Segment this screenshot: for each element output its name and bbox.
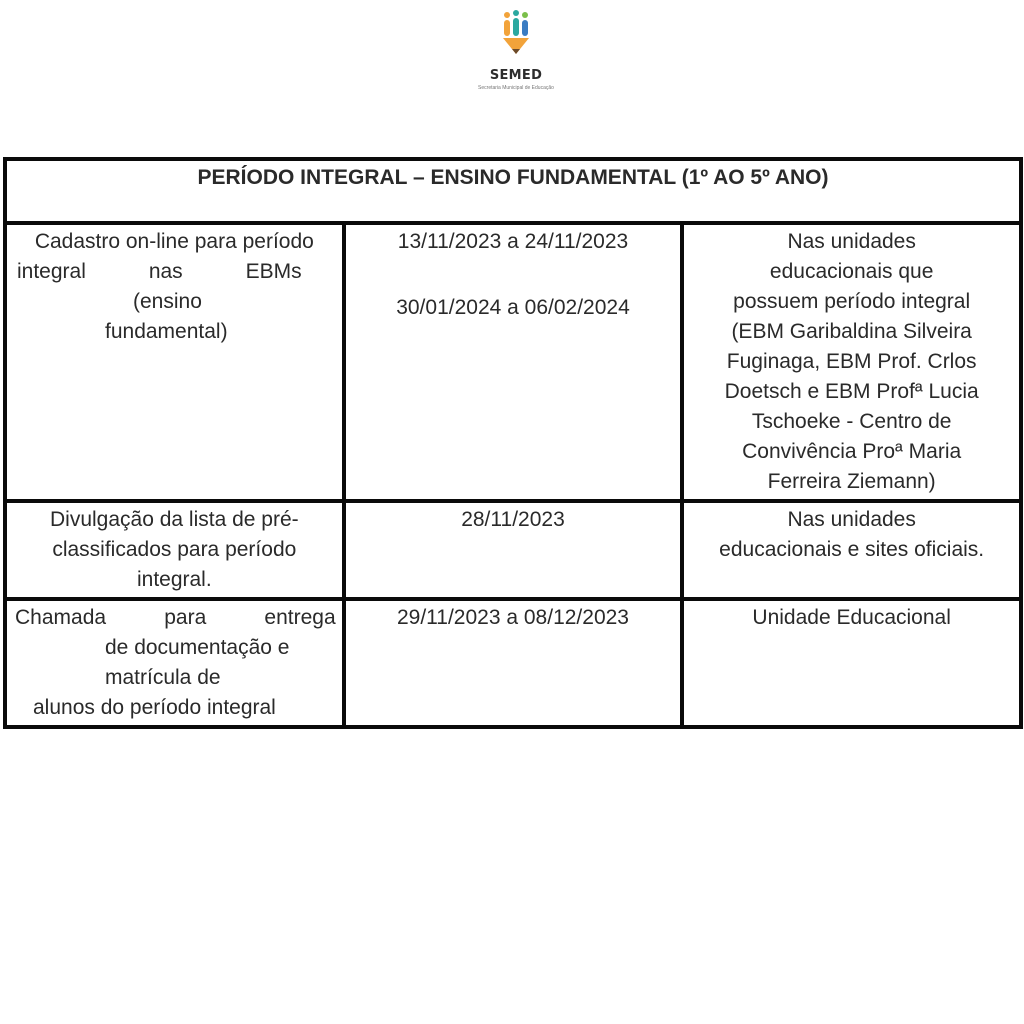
semed-pencil-people-icon <box>500 10 532 58</box>
location-line: Fuginaga, EBM Prof. Crlos <box>726 350 977 373</box>
dates-cell <box>344 599 683 727</box>
location-line: Nas unidades <box>787 508 916 531</box>
table-header-row <box>5 159 1021 223</box>
activity-line: Cadastro on-line para período <box>34 230 314 253</box>
activity-line: matrícula de <box>105 666 221 689</box>
activity-line: Divulgação da lista de pré- <box>50 508 299 531</box>
table-row <box>5 599 1021 727</box>
activity-cell <box>5 223 344 501</box>
location-cell <box>682 223 1021 501</box>
schedule-document <box>3 157 1023 719</box>
activity-line: integral. <box>136 568 212 591</box>
dates-cell <box>344 501 683 599</box>
activity-line: alunos do período integral <box>33 696 276 719</box>
activity-line: classificados para período <box>52 538 297 561</box>
dates-cell <box>344 223 683 501</box>
location-line: Nas unidades <box>787 230 916 253</box>
table-row <box>5 223 1021 501</box>
date-range: 13/11/2023 a 24/11/2023 <box>397 230 629 253</box>
location-cell <box>682 599 1021 727</box>
location-line: educacionais e sites oficiais. <box>719 538 985 561</box>
location-line: (EBM Garibaldina Silveira <box>731 320 972 343</box>
table-title: PERÍODO INTEGRAL – ENSINO FUNDAMENTAL (1º AO 5º ANO) <box>5 159 1021 223</box>
logo-brand-text: SEMED <box>489 68 543 83</box>
logo-subtitle: Secretaria Municipal de Educação <box>478 85 554 91</box>
location-line: Tschoeke - Centro de <box>751 410 952 433</box>
location-line: educacionais que <box>769 260 934 283</box>
activity-line: (ensino <box>133 290 202 313</box>
location-line: Convivência Proª Maria <box>742 440 962 463</box>
semed-logo <box>466 10 566 91</box>
activity-line: de documentação e <box>105 636 290 659</box>
date-range: 29/11/2023 a 08/12/2023 <box>396 606 629 629</box>
location-line: possuem período integral <box>733 290 971 313</box>
activity-line: Chamada para entrega <box>15 606 336 629</box>
date-single: 28/11/2023 <box>461 508 565 531</box>
date-range: 30/01/2024 a 06/02/2024 <box>396 296 630 319</box>
location-line: Unidade Educacional <box>752 606 951 629</box>
activity-cell <box>5 501 344 599</box>
activity-line: fundamental) <box>105 320 228 343</box>
location-cell <box>682 501 1021 599</box>
schedule-table <box>3 157 1023 729</box>
activity-cell <box>5 599 344 727</box>
location-line: Doetsch e EBM Profª Lucia <box>724 380 979 403</box>
table-row <box>5 501 1021 599</box>
activity-line: integral nas EBMs <box>17 260 302 283</box>
location-line: Ferreira Ziemann) <box>767 470 936 493</box>
